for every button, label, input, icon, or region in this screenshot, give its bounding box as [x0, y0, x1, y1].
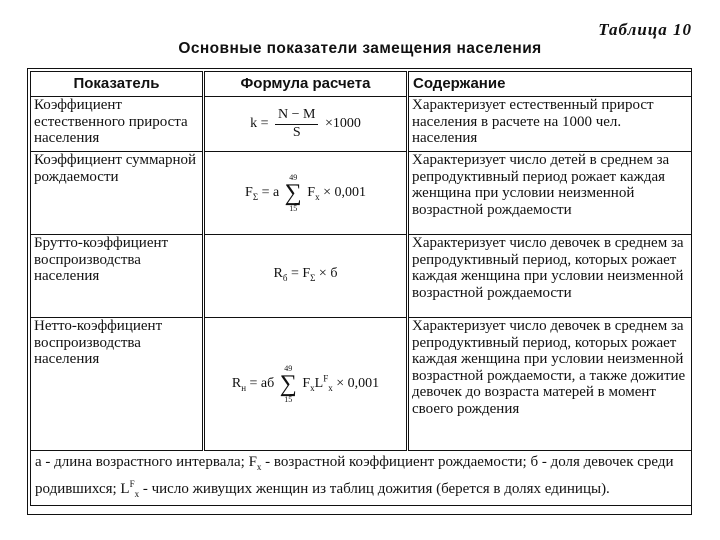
sum-sign	[285, 173, 302, 213]
table-row	[31, 152, 692, 235]
note-part3: - число живущих женщин из таблиц дожития (берется в долях единицы).	[139, 480, 610, 497]
fraction-numerator: N − M	[275, 107, 318, 125]
header-content: Содержание	[408, 72, 692, 97]
formula-term2-sub: x	[328, 383, 333, 394]
table-note	[31, 451, 692, 506]
formula-lhs: R	[231, 376, 242, 392]
header-indicator: Показатель	[31, 72, 204, 97]
formula-cell	[204, 97, 408, 152]
formula-term2-sup: F	[323, 373, 329, 384]
formula-cell	[204, 318, 408, 451]
indicator-cell: Нетто-коэффициент воспроизводства населения	[31, 318, 204, 451]
sum-lower-limit: 15	[289, 204, 298, 213]
fraction	[275, 107, 318, 141]
sum-upper-limit: 49	[284, 364, 293, 373]
content-cell: Характеризует число девочек в среднем за репродуктивный период, которых рожает каждая женщина при условии неизменной возрастной рождаемости, а также дожитие девочек до возраста матерей в момент своего рождения	[408, 318, 692, 451]
indicator-cell: Коэффициент естественного прироста населения	[31, 97, 204, 152]
sigma-icon: ∑	[284, 180, 302, 206]
formula-gross-reproduction	[274, 266, 338, 286]
header-formula: Формула расчета	[204, 72, 408, 97]
table-row	[31, 235, 692, 318]
table-note-row	[31, 451, 692, 506]
note-part2: - возрастной коэффициент рождаемости; б - доля девочек среди родившихся; L	[35, 454, 674, 497]
formula-lhs: R	[273, 266, 283, 282]
formula-term2: L	[314, 376, 324, 392]
sum-sign	[280, 364, 297, 404]
formula-term: F	[307, 185, 316, 201]
formula-term-sub: x	[310, 383, 315, 394]
content-cell: Характеризует число девочек в среднем за репродуктивный период, которых рожает каждая женщина при условии неизменной возрастной рождаемости	[408, 235, 692, 318]
table-caption: Таблица 10	[598, 20, 692, 39]
indicator-cell: Коэффициент суммарной рождаемости	[31, 152, 204, 235]
formula-mid: = аб	[249, 376, 275, 392]
table-row	[31, 318, 692, 451]
formula-mid: = F	[290, 266, 311, 282]
formula-total-fertility	[245, 173, 366, 213]
table-header-row	[31, 72, 692, 97]
sigma-icon: ∑	[279, 371, 297, 397]
indicator-cell: Брутто-коэффициент воспроизводства населения	[31, 235, 204, 318]
fraction-denominator: S	[292, 124, 301, 140]
note-part2-sub: x	[134, 488, 140, 499]
note-part1-sub: x	[256, 462, 262, 472]
formula-net-reproduction	[232, 364, 379, 404]
table-title: Основные показатели замещения населения	[178, 40, 542, 57]
formula-lhs: k =	[250, 116, 269, 132]
indicators-table	[30, 71, 692, 506]
content-cell: Характеризует естественный прирост населения в расчете на 1000 чел. населения	[408, 97, 692, 152]
formula-lhs-sub: б	[282, 273, 288, 284]
formula-mid-sub: Σ	[310, 273, 316, 284]
content-cell: Характеризует число детей в среднем за репродуктивный период рожает каждая женщина при условии неизменной возрастной рождаемости	[408, 152, 692, 235]
formula-cell	[204, 152, 408, 235]
note-part2-sup: F	[129, 478, 135, 489]
formula-rhs: × б	[318, 266, 338, 282]
formula-rhs: × 0,001	[336, 376, 380, 392]
table-row	[31, 97, 692, 152]
formula-lhs-sub: н	[241, 383, 247, 394]
formula-rhs: ×1000	[324, 116, 361, 132]
formula-cell	[204, 235, 408, 318]
formula-rhs: × 0,001	[323, 185, 366, 201]
sum-upper-limit: 49	[289, 173, 298, 182]
formula-term: F	[302, 376, 311, 392]
formula-natural-growth	[250, 107, 361, 141]
note-part1: а - длина возрастного интервала; F	[35, 454, 257, 470]
formula-term-sub: x	[315, 192, 320, 203]
formula-mid: = a	[261, 185, 280, 201]
formula-lhs: F	[245, 185, 253, 201]
formula-lhs-sub: Σ	[252, 192, 259, 203]
sum-lower-limit: 15	[284, 395, 293, 404]
